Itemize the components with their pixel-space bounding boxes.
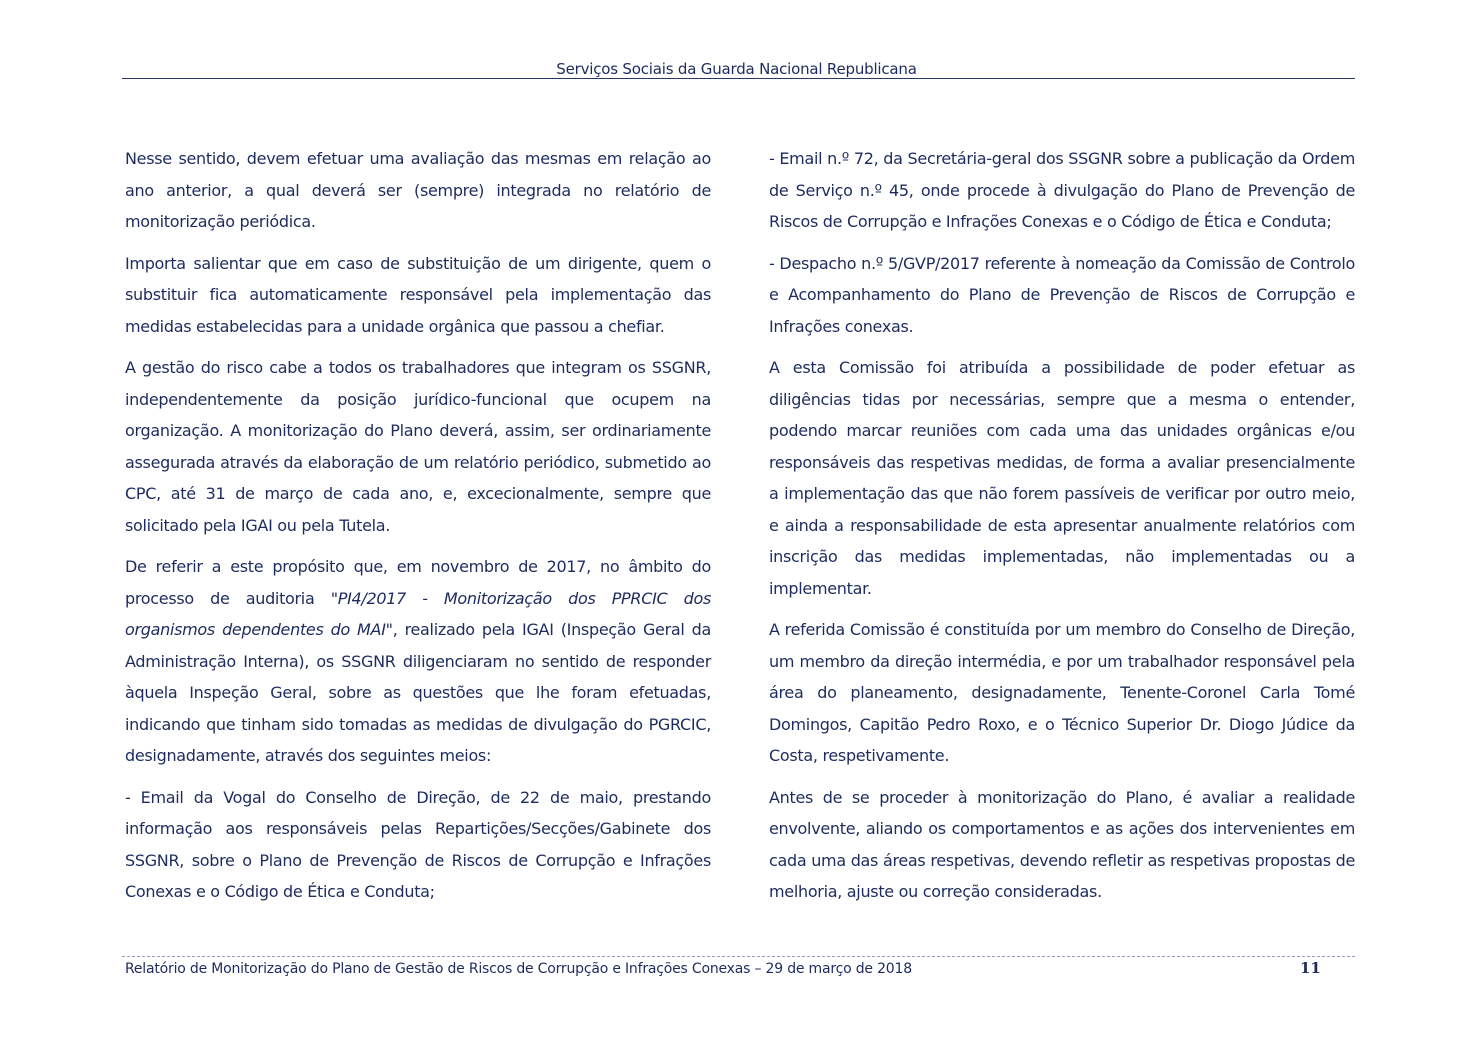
right-column: [769, 143, 1355, 918]
paragraph-text: , realizado pela IGAI (Inspeção Geral da Administração Interna), os SSGNR diligenciaram no sentido de responder àquela Inspeção Geral, sobre as questões que lhe foram efetuadas, indicando que tinham sido tomadas as medidas de divulgação do PGRCIC, designadamente, através dos seguintes meios:: [125, 620, 711, 765]
page-number: 11: [1300, 959, 1321, 977]
paragraph: Nesse sentido, devem efetuar uma avaliação das mesmas em relação ao ano anterior, a qual deverá ser (sempre) integrada no relatório de monitorização periódica.: [125, 149, 711, 231]
paragraph: Importa salientar que em caso de substituição de um dirigente, quem o substituir fica automaticamente responsável pela implementação das medidas estabelecidas para a unidade orgânica que passou a chefiar.: [125, 253, 711, 336]
list-item: - Despacho n.º 5/GVP/2017 referente à nomeação da Comissão de Controlo e Acompanhamento do Plano de Prevenção de Riscos de Corrupção e Infrações conexas.: [769, 253, 1355, 336]
list-item: - Email n.º 72, da Secretária-geral dos SSGNR sobre a publicação da Ordem de Serviço n.º 45, onde procede à divulgação do Plano de Prevenção de Riscos de Corrupção e Infrações Conexas e o Código de Ética e Conduta;: [769, 149, 1355, 231]
list-item: - Email da Vogal do Conselho de Direção, de 22 de maio, prestando informação aos responsáveis pelas Repartições/Secções/Gabinete dos SSGNR, sobre o Plano de Prevenção de Riscos de Corrupção e Infrações Conexas e o Código de Ética e Conduta;: [125, 787, 711, 901]
paragraph-audit: [125, 551, 711, 772]
paragraph: A gestão do risco cabe a todos os trabalhadores que integram os SSGNR, independentemente da posição jurídico-funcional que ocupem na organização. A monitorização do Plano deverá, assim, ser ordinariamente assegurada através da elaboração de um relatório periódico, submetido ao CPC, até 31 de março de cada ano, e, excecionalmente, sempre que solicitado pela IGAI ou pela Tutela.: [125, 358, 711, 535]
page-header-title: Serviços Sociais da Guarda Nacional Republicana: [556, 60, 917, 78]
left-column: [125, 143, 711, 918]
footer-title: Relatório de Monitorização do Plano de Gestão de Riscos de Corrupção e Infrações Conexas – 29 de março de 2018: [125, 961, 912, 977]
paragraph-text: De referir a este propósito que, em novembro de 2017, no âmbito do processo de auditoria: [125, 557, 711, 608]
paragraph: A referida Comissão é constituída por um membro do Conselho de Direção, um membro da direção intermédia, e por um trabalhador responsável pela área do planeamento, designadamente, Tenente-Coronel Carla Tomé Domingos, Capitão Pedro Roxo, e o Técnico Superior Dr. Diogo Júdice da Costa, respetivamente.: [769, 620, 1355, 765]
audit-title: "PI4/2017 - Monitorização dos PPRCIC dos organismos dependentes do MAI": [125, 588, 711, 639]
paragraph: A esta Comissão foi atribuída a possibilidade de poder efetuar as diligências tidas por necessárias, sempre que a mesma o entender, podendo marcar reuniões com cada uma das unidades orgânicas e/ou responsáveis das respetivas medidas, de forma a avaliar presencialmente a implementação das que não forem passíveis de verificar por outro meio, e ainda a responsabilidade de esta apresentar anualmente relatórios com inscrição das medidas implementadas, não implementadas ou a implementar.: [769, 358, 1355, 598]
paragraph: Antes de se proceder à monitorização do Plano, é avaliar a realidade envolvente, aliando os comportamentos e as ações dos intervenientes em cada uma das áreas respetivas, devendo refletir as respetivas propostas de melhoria, ajuste ou correção consideradas.: [769, 787, 1355, 901]
footer-divider: [122, 956, 1355, 957]
header-divider: [122, 78, 1355, 79]
